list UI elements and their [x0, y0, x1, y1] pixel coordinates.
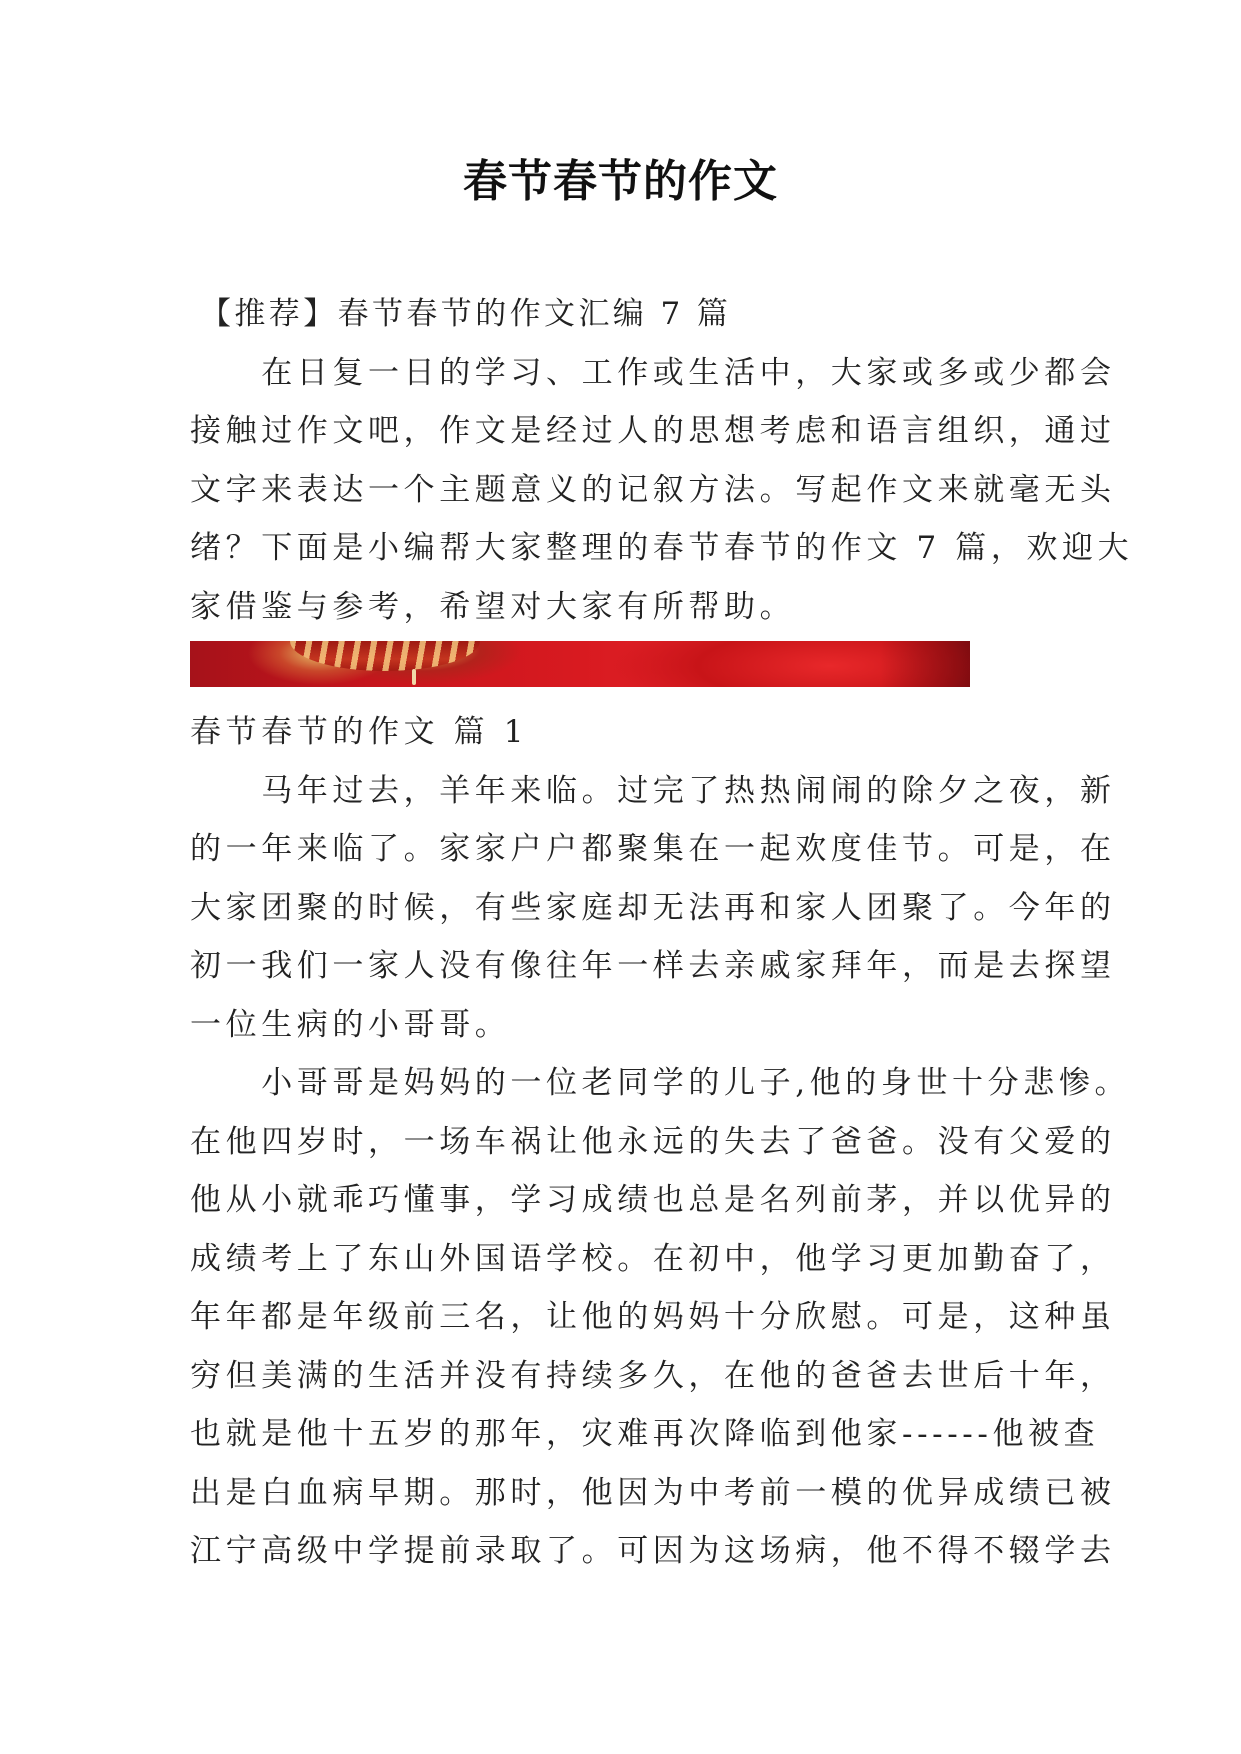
document-title: 春节春节的作文 [463, 156, 778, 207]
document-subtitle: 【推荐】春节春节的作文汇编 7 篇 [200, 296, 732, 332]
lantern-image [290, 641, 480, 671]
intro-line: 绪？下面是小编帮大家整理的春节春节的作文 7 篇，欢迎大 [190, 530, 1134, 566]
lantern-tassel [412, 669, 416, 685]
paragraph-line: 的一年来临了。家家户户都聚集在一起欢度佳节。可是，在 [190, 831, 1116, 867]
intro-line: 在日复一日的学习、工作或生活中，大家或多或少都会 [190, 354, 1116, 391]
paragraph-2 [190, 1054, 1131, 1581]
paragraph-line: 初一我们一家人没有像往年一样去亲戚家拜年，而是去探望 [190, 948, 1116, 984]
paragraph-line: 一位生病的小哥哥。 [190, 1006, 511, 1043]
paragraph-line: 穷但美满的生活并没有持续多久，在他的爸爸去世后十年， [190, 1357, 1116, 1394]
paragraph-line: 成绩考上了东山外国语学校。在初中，他学习更加勤奋了， [190, 1240, 1116, 1277]
section-heading: 春节春节的作文 篇 1 [190, 714, 529, 750]
paragraph-line: 他从小就乖巧懂事，学习成绩也总是名列前茅，并以优异的 [190, 1182, 1116, 1218]
banner-shadow [880, 641, 970, 687]
paragraph-line: 出是白血病早期。那时，他因为中考前一模的优异成绩已被 [190, 1474, 1116, 1511]
paragraph-line: 大家团聚的时候，有些家庭却无法再和家人团聚了。今年的 [190, 889, 1116, 926]
intro-line: 家借鉴与参考，希望对大家有所帮助。 [190, 588, 796, 625]
paragraph-line: 江宁高级中学提前录取了。可因为这场病，他不得不辍学去 [190, 1533, 1116, 1569]
paragraph-line: 在他四岁时，一场车祸让他永远的失去了爸爸。没有父爱的 [190, 1123, 1116, 1160]
paragraph-line: 马年过去，羊年来临。过完了热热闹闹的除夕之夜，新 [190, 772, 1116, 809]
paragraph-line: 小哥哥是妈妈的一位老同学的儿子,他的身世十分悲惨。 [190, 1065, 1131, 1101]
document-body [190, 285, 1134, 1581]
paragraph-line: 也就是他十五岁的那年，灾难再次降临到他家------他被查 [190, 1416, 1100, 1452]
festival-banner-image [190, 641, 970, 687]
intro-paragraph [190, 344, 1134, 637]
intro-line: 接触过作文吧，作文是经过人的思想考虑和语言组织，通过 [190, 413, 1116, 449]
intro-line: 文字来表达一个主题意义的记叙方法。写起作文来就毫无头 [190, 471, 1116, 508]
paragraph-line: 年年都是年级前三名，让他的妈妈十分欣慰。可是，这种虽 [190, 1299, 1116, 1335]
paragraph-1 [190, 762, 1116, 1055]
